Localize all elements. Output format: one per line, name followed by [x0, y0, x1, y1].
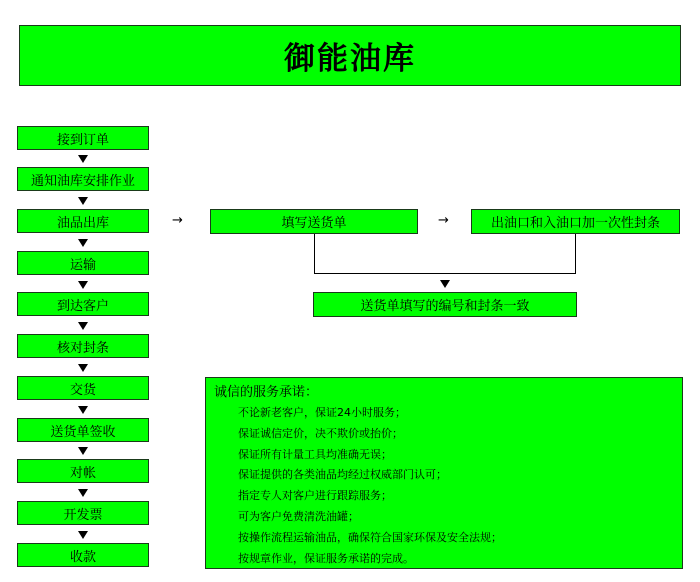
down-arrow-icon — [78, 364, 88, 372]
seal-outlet-box: 出油口和入油口加一次性封条 — [471, 209, 680, 234]
down-arrow-icon — [78, 531, 88, 539]
promise-item: 保证提供的各类油品均经过权威部门认可； — [238, 468, 447, 482]
step-oil-outbound: 油品出库 — [17, 209, 149, 233]
down-arrow-icon — [78, 406, 88, 414]
down-arrow-icon — [78, 489, 88, 497]
step-receive-order: 接到订单 — [17, 126, 149, 150]
down-arrow-icon — [78, 322, 88, 330]
fill-delivery-note-box: 填写送货单 — [210, 209, 418, 234]
promise-item: 可为客户免费清洗油罐； — [238, 509, 359, 523]
promise-item: 按操作流程运输油品，确保符合国家环保及安全法规； — [238, 530, 502, 544]
promise-item: 不论新老客户，保证24小时服务； — [238, 406, 406, 419]
step-collect-payment: 收款 — [17, 543, 149, 567]
promise-title: 诚信的服务承诺： — [214, 385, 319, 400]
step-transport: 运输 — [17, 251, 149, 275]
down-arrow-icon — [78, 281, 88, 289]
down-arrow-icon — [78, 155, 88, 163]
step-sign-delivery-note: 送货单签收 — [17, 418, 149, 442]
step-check-seal: 核对封条 — [17, 334, 149, 358]
right-arrow-icon: → — [172, 213, 183, 228]
connector-line — [314, 273, 576, 274]
page-title: 御能油库 — [19, 25, 681, 86]
connector-line — [575, 234, 576, 273]
step-delivery: 交货 — [17, 376, 149, 400]
connector-line — [314, 234, 315, 273]
step-notify-depot: 通知油库安排作业 — [17, 167, 149, 191]
right-arrow-icon: → — [438, 213, 449, 228]
match-number-seal-box: 送货单填写的编号和封条一致 — [313, 292, 577, 317]
step-invoice: 开发票 — [17, 501, 149, 525]
down-arrow-icon — [78, 447, 88, 455]
promise-item: 按规章作业，保证服务承诺的完成。 — [238, 551, 414, 565]
promise-item: 指定专人对客户进行跟踪服务； — [238, 489, 392, 503]
promise-item: 保证所有计量工具均准确无误； — [238, 447, 392, 461]
service-promise-panel — [205, 377, 683, 569]
promise-item: 保证诚信定价，决不欺价或抬价； — [238, 426, 403, 440]
down-arrow-icon — [440, 280, 450, 288]
step-arrive-customer: 到达客户 — [17, 292, 149, 316]
step-reconcile: 对帐 — [17, 459, 149, 483]
down-arrow-icon — [78, 239, 88, 247]
down-arrow-icon — [78, 197, 88, 205]
